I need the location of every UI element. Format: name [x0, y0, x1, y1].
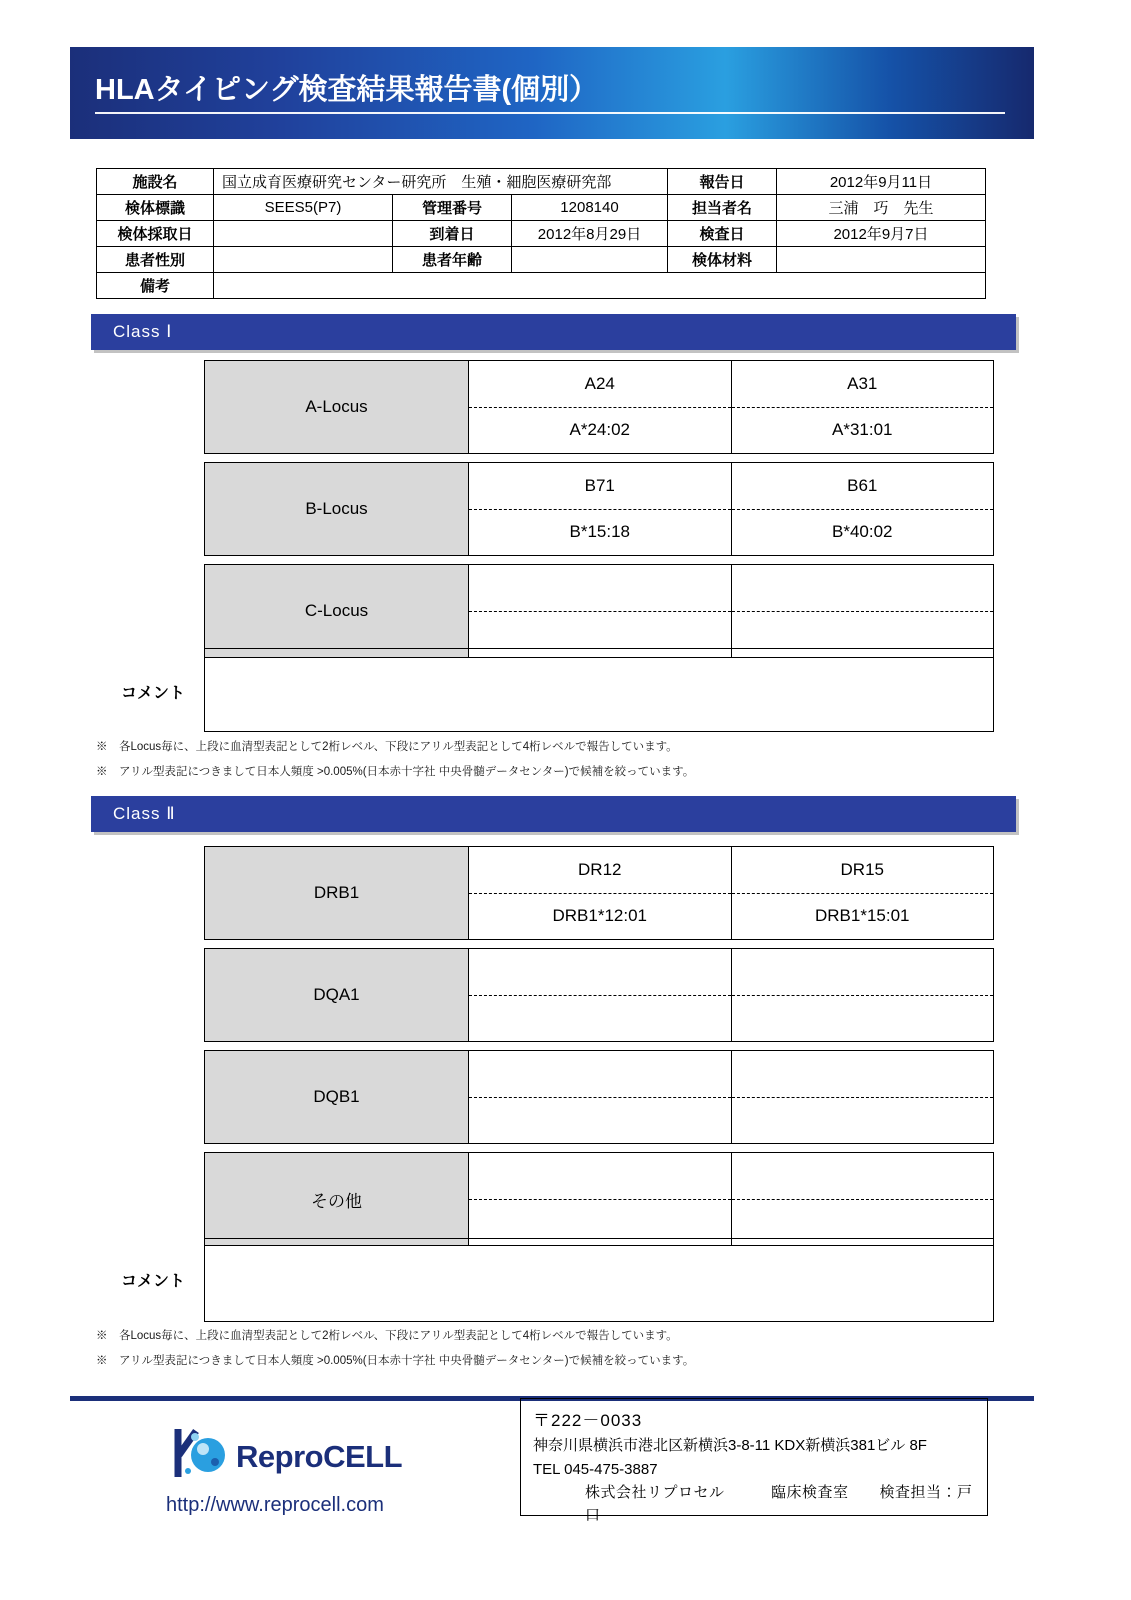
locus-name-drb1: DRB1 — [205, 847, 469, 939]
locus-row-a — [204, 360, 994, 454]
locus-other-serology1 — [469, 1153, 731, 1200]
locus-b-allele1 — [469, 463, 732, 555]
locus-name-c: C-Locus — [205, 565, 469, 657]
class2-section-band — [91, 796, 1016, 832]
header-divider — [95, 112, 1005, 114]
locus-a-allele2-value: A*31:01 — [832, 420, 893, 440]
table-row — [97, 221, 986, 247]
class2-comment-box[interactable] — [204, 1238, 994, 1322]
locus-b-serology2: B61 — [732, 463, 994, 510]
table-row — [97, 247, 986, 273]
material-label: 検体材料 — [668, 247, 777, 273]
locus-name-a: A-Locus — [205, 361, 469, 453]
reprocell-logo-icon — [170, 1425, 232, 1481]
reprocell-wordmark — [236, 1439, 402, 1475]
test-date-label: 検査日 — [668, 221, 777, 247]
class1-section-band — [91, 314, 1016, 350]
locus-b-serology1: B71 — [469, 463, 731, 510]
class2-note-1: ※ 各Locus毎に、上段に血清型表記として2桁レベル、下段にアリル型表記として4桁レベルで報告しています。 — [96, 1330, 678, 1342]
locus-dqa1-serology1 — [469, 949, 731, 996]
locus-dqa1-allele2 — [732, 949, 994, 1041]
sex-label: 患者性別 — [97, 247, 214, 273]
locus-c-allele1 — [469, 565, 732, 657]
locus-c-serology1 — [469, 565, 731, 612]
locus-other-allele2 — [732, 1153, 994, 1245]
locus-row-other — [204, 1152, 994, 1246]
locus-name-b: B-Locus — [205, 463, 469, 555]
locus-dqb1-allele2 — [732, 1051, 994, 1143]
locus-row-dqb1 — [204, 1050, 994, 1144]
locus-other-allele1 — [469, 1153, 732, 1245]
class2-locus-table — [204, 846, 994, 1254]
age-label: 患者年齢 — [393, 247, 512, 273]
locus-row-c — [204, 564, 994, 658]
locus-dqb1-serology1 — [469, 1051, 731, 1098]
company-line: 株式会社リプロセル 臨床検査室 検査担当：戸口 — [585, 1483, 973, 1525]
locus-dqb1-allele1-value — [469, 1098, 731, 1144]
facility-value: 国立成育医療研究センター研究所 生殖・細胞医療研究部 — [214, 169, 668, 195]
locus-dqa1-allele2-value — [732, 996, 994, 1042]
locus-a-allele1-value: A*24:02 — [569, 420, 630, 440]
class1-label: Class Ⅰ — [113, 322, 173, 341]
locus-dqb1-allele1 — [469, 1051, 732, 1143]
test-date-value: 2012年9月7日 — [777, 221, 986, 247]
locus-drb1-allele2-value: DRB1*15:01 — [814, 906, 910, 926]
class1-comment-box[interactable] — [204, 648, 994, 732]
postal-code: 〒222－0033 — [533, 1411, 643, 1430]
person-value: 三浦 巧 先生 — [777, 195, 986, 221]
locus-b-allele1-value: B*15:18 — [569, 522, 630, 542]
logo-cell: CELL — [323, 1439, 403, 1474]
class2-note-2: ※ アリル型表記につきまして日本人頻度 >0.005%(日本赤十字社 中央骨髄データセンター)で候補を絞っています。 — [96, 1355, 695, 1367]
locus-drb1-allele2 — [732, 847, 994, 939]
specimen-id-label: 検体標識 — [97, 195, 214, 221]
locus-a-allele1 — [469, 361, 732, 453]
locus-dqa1-allele1 — [469, 949, 732, 1041]
class1-note-2: ※ アリル型表記につきまして日本人頻度 >0.005%(日本赤十字社 中央骨髄データセンター)で候補を絞っています。 — [96, 766, 695, 778]
locus-dqa1-allele1-value — [469, 996, 731, 1042]
street-address: 神奈川県横浜市港北区新横浜3-8-11 KDX新横浜381ビル 8F — [533, 1437, 927, 1455]
locus-c-serology2 — [732, 565, 994, 612]
locus-drb1-serology2: DR15 — [732, 847, 994, 894]
locus-drb1-allele1-value: DRB1*12:01 — [552, 906, 647, 926]
website-url[interactable]: http://www.reprocell.com — [166, 1494, 384, 1516]
class2-label: Class Ⅱ — [113, 804, 176, 823]
locus-name-dqb1: DQB1 — [205, 1051, 469, 1143]
age-value — [512, 247, 668, 273]
collect-date-label: 検体採取日 — [97, 221, 214, 247]
facility-label: 施設名 — [97, 169, 214, 195]
table-row — [97, 273, 986, 299]
report-header-banner — [70, 47, 1034, 139]
locus-row-b — [204, 462, 994, 556]
locus-other-serology2 — [732, 1153, 994, 1200]
class1-note-1: ※ 各Locus毎に、上段に血清型表記として2桁レベル、下段にアリル型表記として4桁レベルで報告しています。 — [96, 741, 678, 753]
locus-a-serology1: A24 — [469, 361, 731, 408]
reprocell-logo — [170, 1425, 410, 1485]
arrival-date-value: 2012年8月29日 — [512, 221, 668, 247]
remarks-label: 備考 — [97, 273, 214, 299]
class2-comment-value — [205, 1239, 993, 1251]
locus-dqb1-serology2 — [732, 1051, 994, 1098]
class2-comment-label: コメント — [121, 1273, 186, 1290]
remarks-value — [214, 273, 986, 299]
control-no-value: 1208140 — [512, 195, 668, 221]
locus-a-allele2 — [732, 361, 994, 453]
collect-date-value — [214, 221, 393, 247]
class1-comment-value — [205, 649, 993, 661]
locus-b-allele2-value: B*40:02 — [832, 522, 893, 542]
logo-repro: Repro — [236, 1439, 324, 1474]
arrival-date-label: 到着日 — [393, 221, 512, 247]
telephone: TEL 045-475-3887 — [533, 1460, 658, 1478]
person-label: 担当者名 — [668, 195, 777, 221]
locus-drb1-allele1 — [469, 847, 732, 939]
table-row — [97, 195, 986, 221]
page-title: HLAタイピング検査結果報告書(個別） — [95, 74, 599, 106]
locus-row-drb1 — [204, 846, 994, 940]
table-row — [97, 169, 986, 195]
class1-comment-label: コメント — [121, 685, 186, 702]
locus-c-allele2 — [732, 565, 994, 657]
locus-drb1-serology1: DR12 — [469, 847, 731, 894]
specimen-id-value: SEES5(P7) — [214, 195, 393, 221]
locus-dqa1-serology2 — [732, 949, 994, 996]
company-address-block — [520, 1398, 988, 1525]
class1-locus-table — [204, 360, 994, 666]
material-value — [777, 247, 986, 273]
locus-row-dqa1 — [204, 948, 994, 1042]
locus-name-other: その他 — [205, 1153, 469, 1245]
control-no-label: 管理番号 — [393, 195, 512, 221]
patient-info-table — [96, 168, 986, 299]
locus-name-dqa1: DQA1 — [205, 949, 469, 1041]
sex-value — [214, 247, 393, 273]
locus-b-allele2 — [732, 463, 994, 555]
report-date-value: 2012年9月11日 — [777, 169, 986, 195]
locus-dqb1-allele2-value — [732, 1098, 994, 1144]
locus-a-serology2: A31 — [732, 361, 994, 408]
report-date-label: 報告日 — [668, 169, 777, 195]
